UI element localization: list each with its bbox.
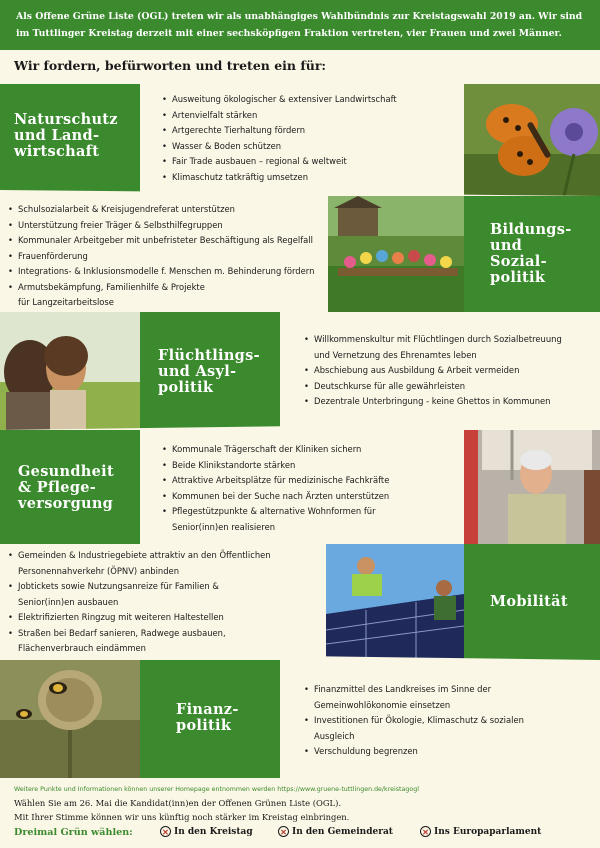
solar-panel-photo bbox=[326, 544, 464, 660]
section-title-line: & Pflege- bbox=[18, 479, 97, 496]
section-title-line: Naturschutz bbox=[14, 111, 118, 128]
section-title-line: politik bbox=[158, 379, 214, 396]
list-item: Personennahverkehr (ÖPNV) anbinden bbox=[18, 565, 180, 576]
section-title-line: wirtschaft bbox=[14, 143, 100, 160]
list-item: Gemeinwohlökonomie einsetzen bbox=[314, 699, 451, 710]
intro-line-1: Als Offene Grüne Liste (OGL) treten wir als unabhängiges Wahlbündnis zur Kreistagswahl 2019 an. Wir sind bbox=[16, 11, 583, 22]
list-item: • Artgerechte Tierhaltung fördern bbox=[162, 123, 397, 139]
list-item: und Vernetzung des Ehrenamtes leben bbox=[314, 349, 477, 360]
section-title-box bbox=[464, 196, 600, 312]
bullet-list bbox=[8, 548, 271, 657]
list-item: • Gemeinden & Industriegebiete attraktiv an den Öffentlichen bbox=[8, 548, 271, 564]
section-title-line: politik bbox=[490, 269, 546, 286]
section-title-box bbox=[140, 312, 280, 430]
section-title-line: Finanz- bbox=[176, 701, 239, 718]
people-field-photo bbox=[0, 312, 140, 430]
page-subheading: Wir fordern, befürworten und treten ein für: bbox=[14, 58, 327, 73]
list-item: für Langzeitarbeitslose bbox=[18, 297, 114, 307]
section-title-box bbox=[140, 660, 280, 778]
list-item: Senior(inn)en ausbauen bbox=[18, 596, 119, 607]
section-title-line: Bildungs- bbox=[490, 221, 572, 238]
vote-label: In den Kreistag bbox=[174, 826, 253, 837]
list-item: • Kommunaler Arbeitgeber mit unbefristeter Beschäftigung als Regelfall bbox=[8, 233, 314, 249]
dreimal-heading: Dreimal Grün wählen: bbox=[14, 827, 133, 838]
butterfly-photo bbox=[464, 84, 600, 196]
list-item: • Unterstützung freier Träger & Selbsthilfegruppen bbox=[8, 218, 314, 234]
list-item: • Deutschkurse für alle gewährleisten bbox=[304, 379, 562, 395]
section-naturschutz bbox=[0, 84, 600, 196]
list-item: • Kommunen bei der Suche nach Ärzten unterstützen bbox=[162, 489, 389, 505]
section-bildung bbox=[0, 196, 600, 312]
cross-circle-icon: ✕ bbox=[160, 826, 171, 837]
list-item: • Armutsbekämpfung, Familienhilfe & Projekte bbox=[8, 280, 314, 296]
section-title-line: Flüchtlings- bbox=[158, 347, 260, 364]
bullet-list bbox=[8, 202, 314, 311]
list-item: • Elektrifizierten Ringzug mit weiteren Haltestellen bbox=[8, 610, 271, 626]
section-title-line: und Land- bbox=[14, 127, 100, 144]
list-item: • Ausweitung ökologischer & extensiver Landwirtschaft bbox=[162, 92, 397, 108]
section-title-line: Gesundheit bbox=[18, 463, 114, 480]
list-item: • Kommunale Trägerschaft der Kliniken sichern bbox=[162, 442, 389, 458]
list-item: • Schulsozialarbeit & Kreisjugendreferat unterstützen bbox=[8, 202, 314, 218]
list-item: • Willkommenskultur mit Flüchtlingen durch Sozialbetreuung bbox=[304, 332, 562, 348]
list-item: • Integrations- & Inklusionsmodelle f. Menschen m. Behinderung fördern bbox=[8, 264, 314, 280]
list-item: • Investitionen für Ökologie, Klimaschutz & sozialen bbox=[304, 713, 524, 729]
section-title-line: Mobilität bbox=[490, 593, 568, 610]
section-title-box bbox=[464, 544, 600, 660]
bullet-list bbox=[162, 92, 397, 185]
list-item: • Abschiebung aus Ausbildung & Arbeit vermeiden bbox=[304, 363, 562, 379]
list-item: • Attraktive Arbeitsplätze für medizinische Fachkräfte bbox=[162, 473, 389, 489]
bullet-list bbox=[162, 442, 389, 535]
section-title-line: und bbox=[490, 237, 523, 254]
list-item: • Dezentrale Unterbringung - keine Ghettos in Kommunen bbox=[304, 394, 562, 410]
cross-circle-icon: ✕ bbox=[420, 826, 431, 837]
list-item: Ausgleich bbox=[314, 730, 355, 741]
section-finanz bbox=[0, 660, 600, 778]
list-item: • Wasser & Boden schützen bbox=[162, 139, 397, 155]
list-item: • Fair Trade ausbauen – regional & weltweit bbox=[162, 154, 397, 170]
intro-line-2: im Tuttlinger Kreistag derzeit mit einer sechsköpfigen Fraktion vertreten, vier Frauen und zwei Männer. bbox=[16, 28, 562, 39]
list-item: • Beide Klinikstandorte stärken bbox=[162, 458, 389, 474]
homepage-note: Weitere Punkte und Informationen können unserer Homepage entnommen werden https://www.gruene-tuttlingen.de/kreistagogl bbox=[14, 786, 419, 793]
list-item: Flächenverbrauch eindämmen bbox=[18, 643, 146, 653]
vote-europaparlament bbox=[420, 826, 541, 837]
list-item: • Klimaschutz tatkräftig umsetzen bbox=[162, 170, 397, 186]
intro-banner bbox=[0, 0, 600, 50]
section-mobilitaet bbox=[0, 544, 600, 660]
thistle-bee-photo bbox=[0, 660, 140, 778]
list-item: • Pflegestützpunkte & alternative Wohnformen für bbox=[162, 504, 389, 520]
section-title-box bbox=[0, 430, 140, 544]
vote-label: In den Gemeinderat bbox=[292, 826, 393, 837]
section-gesundheit bbox=[0, 430, 600, 544]
bullet-list bbox=[304, 682, 524, 760]
list-item: • Finanzmittel des Landkreises im Sinne der bbox=[304, 682, 524, 698]
list-item: • Artenvielfalt stärken bbox=[162, 108, 397, 124]
senior-bus-photo bbox=[464, 430, 600, 544]
cross-circle-icon: ✕ bbox=[278, 826, 289, 837]
list-item: • Verschuldung begrenzen bbox=[304, 744, 524, 760]
section-fluechtlinge bbox=[0, 312, 600, 430]
list-item: • Jobtickets sowie Nutzungsanreize für Familien & bbox=[8, 579, 271, 595]
section-title-line: politik bbox=[176, 717, 232, 734]
section-title-line: Sozial- bbox=[490, 253, 547, 270]
bullet-list bbox=[304, 332, 562, 410]
footer-line-2: Mit Ihrer Stimme können wir uns künftig noch stärker im Kreistag einbringen. bbox=[14, 812, 350, 822]
children-outdoor-photo bbox=[328, 196, 464, 312]
vote-label: Ins Europaparlament bbox=[434, 826, 542, 837]
list-item: Senior(inn)en realisieren bbox=[172, 521, 276, 532]
vote-gemeinderat bbox=[278, 826, 393, 837]
vote-kreistag bbox=[160, 826, 253, 837]
list-item: • Straßen bei Bedarf sanieren, Radwege ausbauen, bbox=[8, 626, 271, 642]
footer-line-1: Wählen Sie am 26. Mai die Kandidat(inn)en der Offenen Grünen Liste (OGL). bbox=[14, 798, 342, 808]
section-title-box bbox=[0, 84, 140, 196]
section-title-line: versorgung bbox=[18, 495, 114, 512]
section-title-line: und Asyl- bbox=[158, 363, 237, 380]
list-item: • Frauenförderung bbox=[8, 249, 314, 265]
